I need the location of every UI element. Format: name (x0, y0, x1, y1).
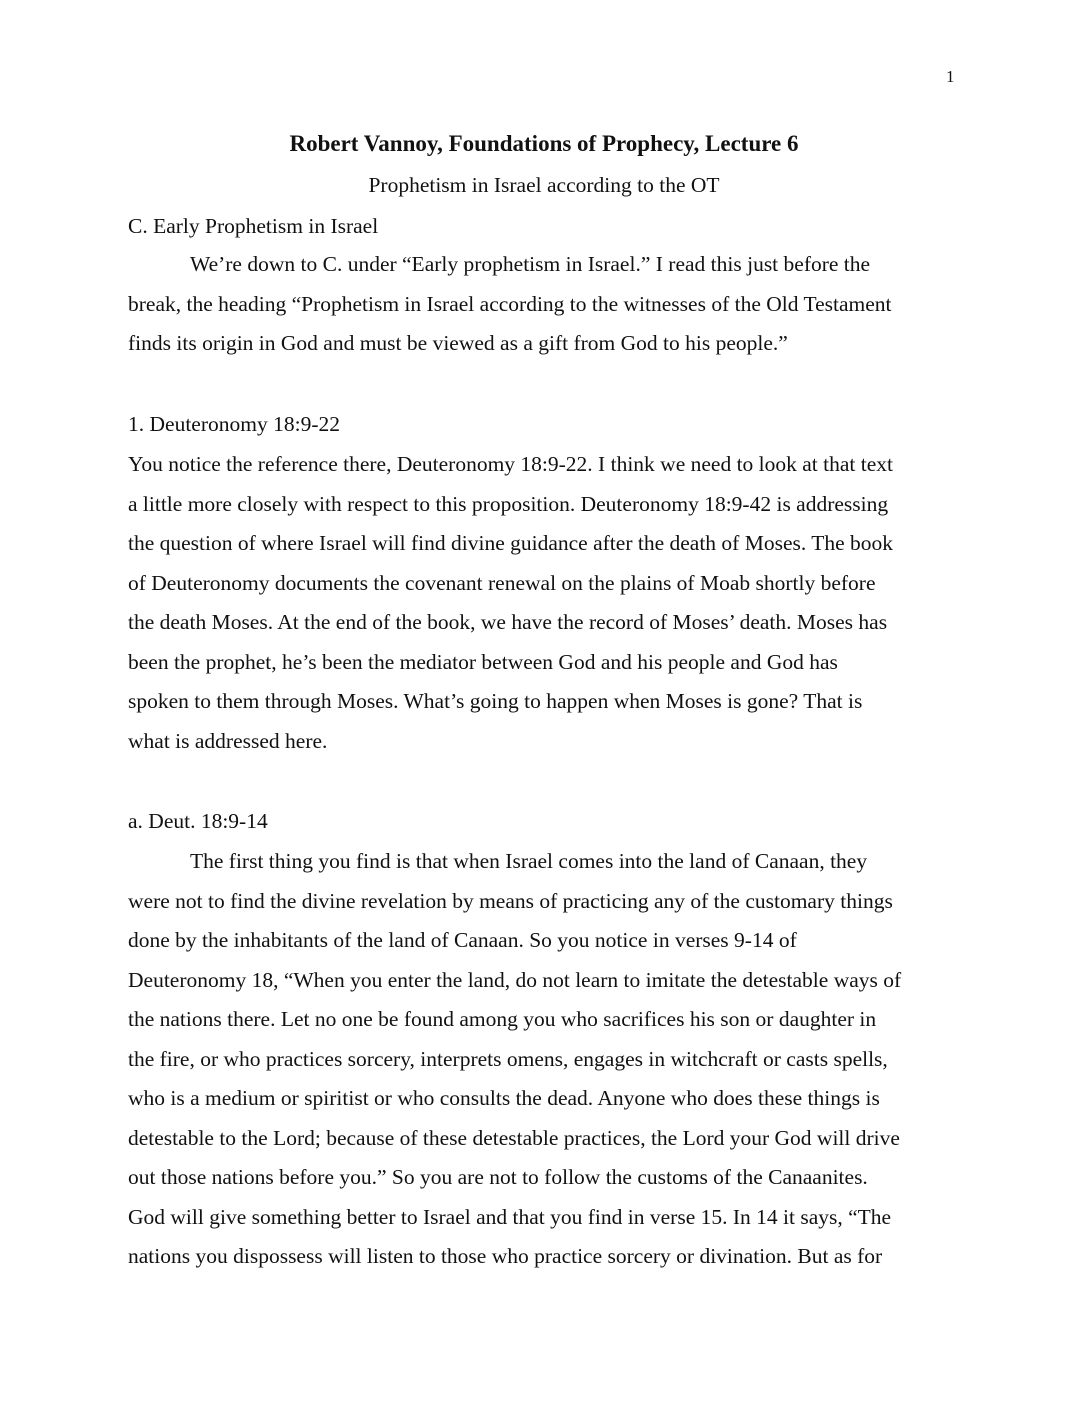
paragraph-line: out those nations before you.” So you are not to follow the customs of the Canaanites. (128, 1165, 868, 1189)
paragraph-line: detestable to the Lord; because of these detestable practices, the Lord your God will drive (128, 1125, 900, 1150)
paragraph-line: done by the inhabitants of the land of Canaan. So you notice in verses 9-14 of (128, 928, 797, 952)
paragraph-early-prophetism (128, 245, 968, 364)
paragraph-line: were not to find the divine revelation by means of practicing any of the customary things (128, 888, 893, 913)
page-number: 1 (946, 67, 955, 86)
paragraph-line: Deuteronomy 18, “When you enter the land, do not learn to imitate the detestable ways of (128, 967, 902, 992)
paragraph-line: been the prophet, he’s been the mediator between God and his people and God has (128, 649, 838, 674)
document-title: Robert Vannoy, Foundations of Prophecy, Lecture 6 (289, 131, 799, 156)
paragraph-line: the question of where Israel will find divine guidance after the death of Moses. The book (128, 531, 894, 555)
paragraph-line: of Deuteronomy documents the covenant renewal on the plains of Moab shortly before (128, 570, 876, 595)
section-heading-deut-18-9-14: a. Deut. 18:9-14 (128, 809, 268, 833)
paragraph-deuteronomy (128, 445, 968, 761)
paragraph-line: God will give something better to Israel and that you find in verse 15. In 14 it says, “The (128, 1204, 892, 1229)
paragraph-line: spoken to them through Moses. What’s going to happen when Moses is gone? That is (128, 689, 863, 713)
paragraph-deut-18-9-14 (128, 842, 968, 1277)
paragraph-line: The first thing you find is that when Israel comes into the land of Canaan, they (190, 849, 868, 873)
paragraph-line: nations you dispossess will listen to those who practice sorcery or divination. But as for (128, 1244, 883, 1268)
paragraph-line: a little more closely with respect to this proposition. Deuteronomy 18:9-42 is addressing (128, 491, 889, 516)
paragraph-line: You notice the reference there, Deuteronomy 18:9-22. I think we need to look at that text (128, 452, 894, 476)
paragraph-line: who is a medium or spiritist or who consults the dead. Anyone who does these things is (128, 1086, 880, 1110)
paragraph-line: what is addressed here. (128, 728, 328, 753)
paragraph-line: finds its origin in God and must be viewed as a gift from God to his people.” (128, 331, 788, 355)
paragraph-line: the fire, or who practices sorcery, interprets omens, engages in witchcraft or casts spells, (128, 1046, 888, 1071)
paragraph-line: We’re down to C. under “Early prophetism in Israel.” I read this just before the (190, 252, 871, 276)
section-heading-deuteronomy: 1. Deuteronomy 18:9-22 (128, 412, 340, 436)
paragraph-line: the nations there. Let no one be found among you who sacrifices his son or daughter in (128, 1007, 877, 1031)
document-subtitle: Prophetism in Israel according to the OT (368, 173, 720, 197)
paragraph-line: break, the heading “Prophetism in Israel according to the witnesses of the Old Testament (128, 291, 892, 316)
paragraph-line: the death Moses. At the end of the book, we have the record of Moses’ death. Moses has (128, 610, 888, 634)
section-heading-c: C. Early Prophetism in Israel (128, 214, 379, 238)
